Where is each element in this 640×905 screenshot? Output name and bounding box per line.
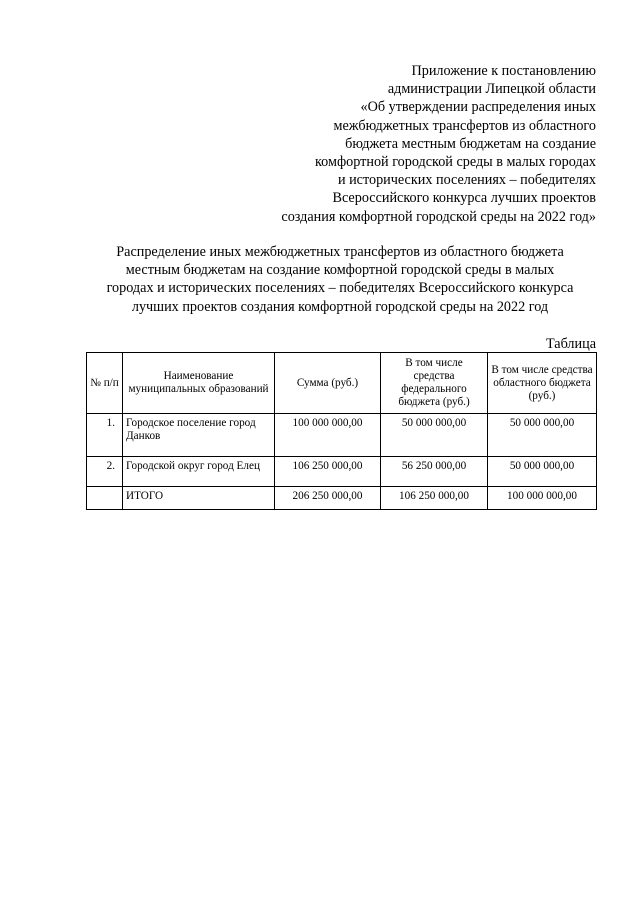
row-name: ИТОГО <box>123 487 275 510</box>
row-number: 2. <box>87 457 123 487</box>
appendix-line: Всероссийского конкурса лучших проектов <box>332 190 596 207</box>
row-federal: 50 000 000,00 <box>381 414 488 457</box>
row-regional: 50 000 000,00 <box>488 457 597 487</box>
title-line: городах и исторических поселениях – победителях Всероссийского конкурса <box>106 280 574 297</box>
appendix-line: бюджета местным бюджетам на создание <box>345 135 596 152</box>
appendix-line: администрации Липецкой области <box>387 81 596 98</box>
title-line: Распределение иных межбюджетных трансфертов из областного бюджета <box>116 244 564 260</box>
appendix-header <box>216 62 596 226</box>
row-federal: 106 250 000,00 <box>381 487 488 510</box>
appendix-line: комфортной городской среды в малых городах <box>315 154 596 171</box>
appendix-line: создания комфортной городской среды на 2022 год» <box>281 208 596 225</box>
appendix-line: Приложение к постановлению <box>411 63 596 79</box>
row-sum: 206 250 000,00 <box>275 487 381 510</box>
table-row <box>87 414 597 457</box>
title-line: местным бюджетам на создание комфортной городской среды в малых <box>125 262 555 279</box>
distribution-table <box>86 352 597 510</box>
row-sum: 100 000 000,00 <box>275 414 381 457</box>
row-name: Городской округ город Елец <box>123 457 275 487</box>
document-title <box>70 243 610 316</box>
header-number: № п/п <box>87 353 123 414</box>
table-row <box>87 457 597 487</box>
title-line: лучших проектов создания комфортной городской среды на 2022 год <box>131 298 549 315</box>
header-sum: Сумма (руб.) <box>275 353 381 414</box>
row-regional: 50 000 000,00 <box>488 414 597 457</box>
appendix-line: межбюджетных трансфертов из областного <box>333 117 596 134</box>
row-regional: 100 000 000,00 <box>488 487 597 510</box>
header-regional: В том числе средства областного бюджета (руб.) <box>488 353 597 414</box>
table-header-row <box>87 353 597 414</box>
header-name: Наименование муниципальных образований <box>123 353 275 414</box>
table-label: Таблица <box>545 336 596 352</box>
row-name: Городское поселение город Данков <box>123 414 275 457</box>
header-federal: В том числе средства федерального бюджета (руб.) <box>381 353 488 414</box>
table-total-row <box>87 487 597 510</box>
row-sum: 106 250 000,00 <box>275 457 381 487</box>
row-number: 1. <box>87 414 123 457</box>
appendix-line: «Об утверждении распределения иных <box>360 99 596 116</box>
appendix-line: и исторических поселениях – победителях <box>337 172 596 189</box>
row-federal: 56 250 000,00 <box>381 457 488 487</box>
row-number <box>87 487 123 510</box>
